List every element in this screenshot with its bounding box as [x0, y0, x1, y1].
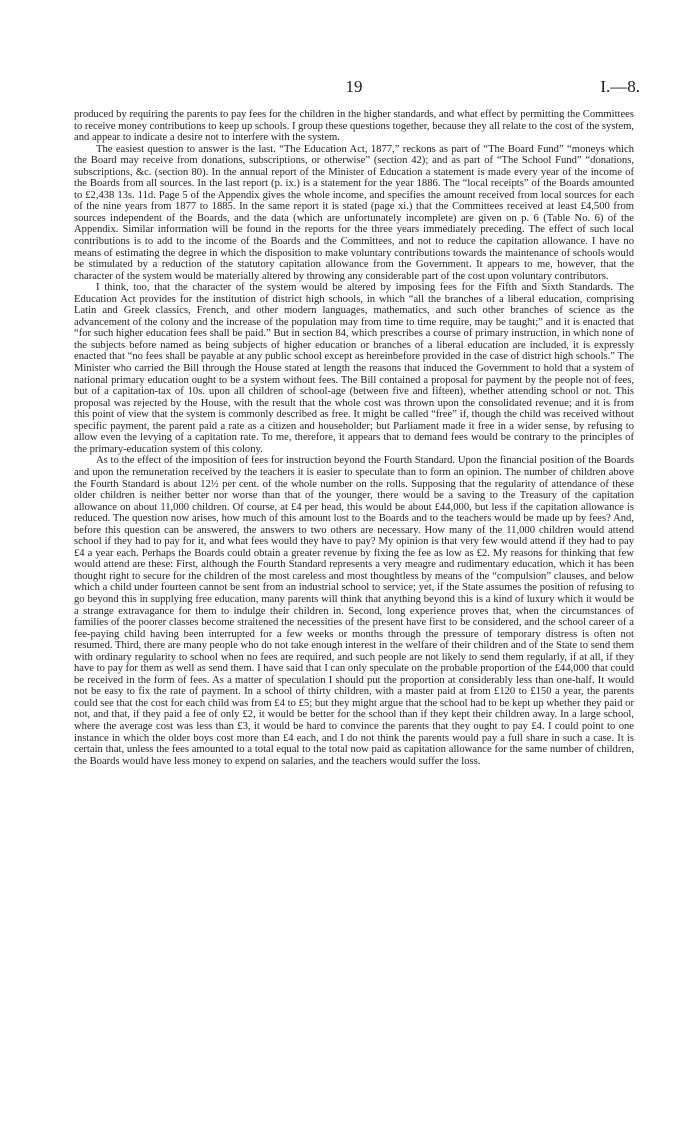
page-number: 19 — [345, 77, 363, 96]
paragraph-effect-of-fees: As to the effect of the imposition of fees for instruction beyond the Fourth Standard. Upon the financial position of the Boards and upon the remuneration received by the teachers it is easier to speculate than to form an opinion. The number of children above the Fourth Standard is about 12½ per cent. of the whole number on the rolls. Supposing that the regularity of attendance of these older children is neither better nor worse than that of the younger, there would be a saving to the Treasury of the capitation allowance on about 11,000 children. Of course, at £4 per head, this would be about £44,000, but less if the capitation allowance is reduced. The question now arises, how much of this amount lost to the Boards and to the teachers would be made up by fees? And, before this question can be answered, the answers to two others are necessary. How many of the 11,000 children would attend school if they had to pay for it, and what fees would they have to pay? My opinion is that very few would attend if they had to pay £4 a year each. Perhaps the Boards could obtain a greater revenue by fixing the fee as low as £2. My reasons for thinking that few would attend are these: First, although the Fourth Standard represents a very meagre and rudimentary education, which it has been thought right to secure for the children of the most careless and most thoughtless by means of the “compulsion” clauses, and below which a child under fourteen cannot be sent from an industrial school to service; yet, if the State assumes the position of refusing to go beyond this in supplying free education, many parents will think that anything beyond this is a kind of luxury which it would be a strange extravagance for them to indulge their children in. Second, long experience proves that, when the circumstances of families of the poorer classes become straitened the necessities of the present have first to be considered, and the school career of a fee-paying child having been interrupted for a few weeks or months through the pressure of temporary distress is often not resumed. Third, there are many people who do not take enough interest in the welfare of their children and of the State to send them with ordinary regularity to school when no fees are required, and such people are not likely to send them regularly, if at all, if they have to pay for them as well as send them. I have said that I can only speculate on the probable proportion of the £44,000 that could be received in the form of fees. As a matter of speculation I should put the proportion at considerably less than one-half. It would not be easy to fix the rate of payment. In a school of thirty children, with a master paid at from £120 to £150 a year, the parents could see that the cost for each child was from £4 to £5; but they might argue that the school had to be kept up whether they paid or not, and that, if they paid a fee of only £2, it would be better for the school than if they kept their children away. In a large school, where the average cost was less than £3, it would be hard to convince the parents that they ought to pay £4. I could point to one instance in which the older boys cost more than £4 each, and I do not think the parents would pay a full share in such a case. It is certain that, unless the fees amounted to a total equal to the total now paid as capitation allowance for the same number of children, the Boards would have less money to expend on salaries, and the teachers would suffer the loss. — [74, 455, 634, 767]
paragraph-continuation: produced by requiring the parents to pay fees for the children in the higher standards, and what effect by permitting the Committees to receive money contributions to keep up schools. I group these questions together, because they all relate to the cost of the system, and appear to indicate a desire not to interfere with the system. — [74, 109, 635, 144]
page-header — [74, 76, 640, 100]
body-text — [74, 109, 634, 767]
paragraph-local-contributions: The easiest question to answer is the last. “The Education Act, 1877,” reckons as part of “The Board Fund” “moneys which the Board may receive from donations, subscriptions, or otherwise” (section 42); and as part of “The School Fund” “donations, subscriptions, &c. (section 80). In the annual report of the Minister of Education a statement is made every year of the income of the Boards from all sources. In the last report (p. ix.) is a statement for the year 1886. The “local receipts” of the Boards amounted to £2,438 13s. 11d. Page 5 of the Appendix gives the whole income, and specifies the amount received from local sources for each of the nine years from 1877 to 1885. In the same report it is stated (page xi.) that the Committees received at least £4,500 from sources independent of the Boards, and the data (which are unfortunately incomplete) are given on p. 6 (Table No. 6) of the Appendix. Similar information will be found in the reports for the three years immediately preceding. The effect of such local contributions is to add to the income of the Boards and the Committees, and not to reduce the capitation allowance. I have no means of estimating the degree in which the disposition to make voluntary contributions towards the maintenance of schools would be stimulated by a reduction of the statutory capitation allowance from the Government. It appears to me, however, that the character of the system would be materially altered by throwing any considerable part of the cost upon voluntary contributors. — [74, 143, 634, 282]
paragraph-fees-higher-standards: I think, too, that the character of the system would be altered by imposing fees for the Fifth and Sixth Standards. The Education Act provides for the institution of district high schools, in which “all the branches of a liberal education, comprising Latin and Greek classics, French, and other modern languages, mathematics, and such other branches of science as the advancement of the colony and the increase of the population may from time to time require, may be taught;” and it is enacted that “for such higher education fees shall be paid.” But in section 84, which prescribes a course of primary instruction, in which none of the subjects before named as being subjects of higher education or branches of a liberal education are included, it is expressly enacted that “no fees shall be payable at any public school except as hereinbefore provided in the case of district high schools.” The Minister who carried the Bill through the House stated at length the reasons that induced the Government to hold that a system of national primary education ought to be a system without fees. The Bill contained a proposal for payment by the people not of fees, but of a capitation-tax of 10s. upon all children of school-age (between five and fifteen), whether attending school or not. This proposal was rejected by the House, with the result that the whole cost was thrown upon the consolidated revenue; and it is from this point of view that the system is commonly described as free. It might be called “free” if, though the child was received without specific payment, the parent paid a rate as a citizen and householder; but Parliament made it free in a wider sense, by refusing to allow even the levying of a capitation rate. To me, therefore, it appears that to demand fees would be contrary to the principles of the primary-education system of this colony. — [74, 282, 634, 455]
document-reference: I.—8. — [600, 77, 640, 96]
